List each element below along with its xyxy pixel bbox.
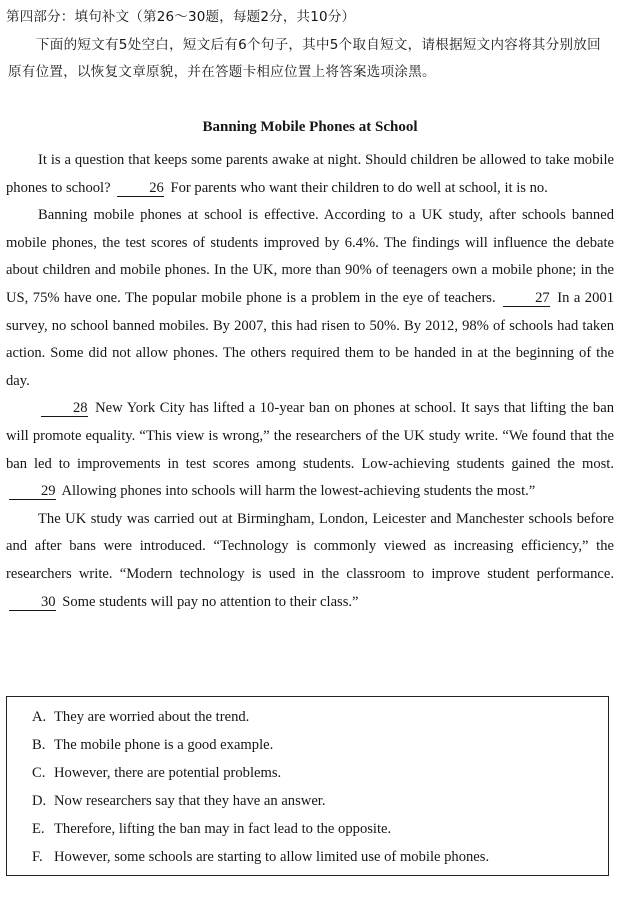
paragraph-2 — [6, 202, 614, 395]
option-c — [32, 765, 281, 782]
options-box — [6, 696, 609, 876]
blank-29: 29 — [9, 483, 56, 500]
option-text: Now researchers say that they have an answer. — [54, 793, 326, 809]
blank-28: 28 — [41, 400, 88, 417]
section-header: 第四部分：填句补文（第26～30题，每题2分，共10分） — [6, 9, 356, 25]
p3-text-b: Allowing phones into schools will harm the lowest-achieving students the most.” — [61, 483, 536, 500]
blank-27: 27 — [503, 290, 550, 307]
option-text: However, there are potential problems. — [54, 765, 282, 781]
p2-text-b: In a 2001 survey, no school banned mobiles. By 2007, this had risen to 50%. By 2012, 98% of schools had taken action. Some did not allow phones. The others required them to be handed in at the beginning of the day. — [6, 289, 614, 389]
option-text: The mobile phone is a good example. — [54, 737, 274, 753]
option-letter: B. — [32, 737, 46, 753]
p1-text-b: For parents who want their children to do well at school, it is no. — [170, 179, 548, 196]
option-letter: E. — [32, 821, 45, 837]
option-f — [32, 849, 489, 866]
p4-text-a: The UK study was carried out at Birmingham, London, Leicester and Manchester schools before and after bans were introduced. “Technology is commonly viewed as increasing efficiency,” the researchers write. “Modern technology is used in the classroom to improve student performance. — [6, 510, 614, 582]
p4-text-b: Some students will pay no attention to their class.” — [62, 593, 359, 610]
instructions: 下面的短文有5处空白，短文后有6个句子，其中5个取自短文，请根据短文内容将其分别放回原有位置，以恢复文章原貌，并在答题卡相应位置上将答案选项涂黑。 — [8, 37, 601, 80]
article-title: Banning Mobile Phones at School — [202, 119, 418, 135]
option-letter: A. — [32, 709, 47, 725]
p1-text-a: It is a question that keeps some parents awake at night. Should children be allowed to take mobile phones to school? — [6, 152, 614, 196]
option-a — [32, 709, 249, 726]
p2-text-a: Banning mobile phones at school is effective. According to a UK study, after schools banned mobile phones, the test scores of students improved by 6.4%. The findings will influence the debate about children and mobile phones. In the UK, more than 90% of teenagers own a mobile phone; in the US, 75% have one. The popular mobile phone is a problem in the eye of teachers. — [6, 207, 614, 306]
option-letter: C. — [32, 765, 46, 781]
blank-26: 26 — [117, 180, 164, 197]
blank-30: 30 — [9, 594, 56, 611]
option-text: They are worried about the trend. — [54, 709, 250, 725]
option-text: Therefore, lifting the ban may in fact lead to the opposite. — [54, 821, 392, 837]
option-e — [32, 821, 391, 838]
p3-text-a: New York City has lifted a 10-year ban on phones at school. It says that lifting the ban will promote equality. “This view is wrong,” the researchers of the UK study write. “We found that the ban led to improvements in test scores among students. Low-achieving students gained the most. — [6, 400, 614, 472]
paragraph-3 — [6, 395, 614, 505]
option-d — [32, 793, 326, 810]
paragraph-1 — [6, 147, 614, 202]
option-text: However, some schools are starting to allow limited use of mobile phones. — [54, 849, 490, 865]
option-letter: D. — [32, 793, 47, 809]
article-body — [6, 147, 614, 616]
option-letter: F. — [32, 849, 43, 865]
paragraph-4 — [6, 506, 614, 616]
option-b — [32, 737, 273, 754]
